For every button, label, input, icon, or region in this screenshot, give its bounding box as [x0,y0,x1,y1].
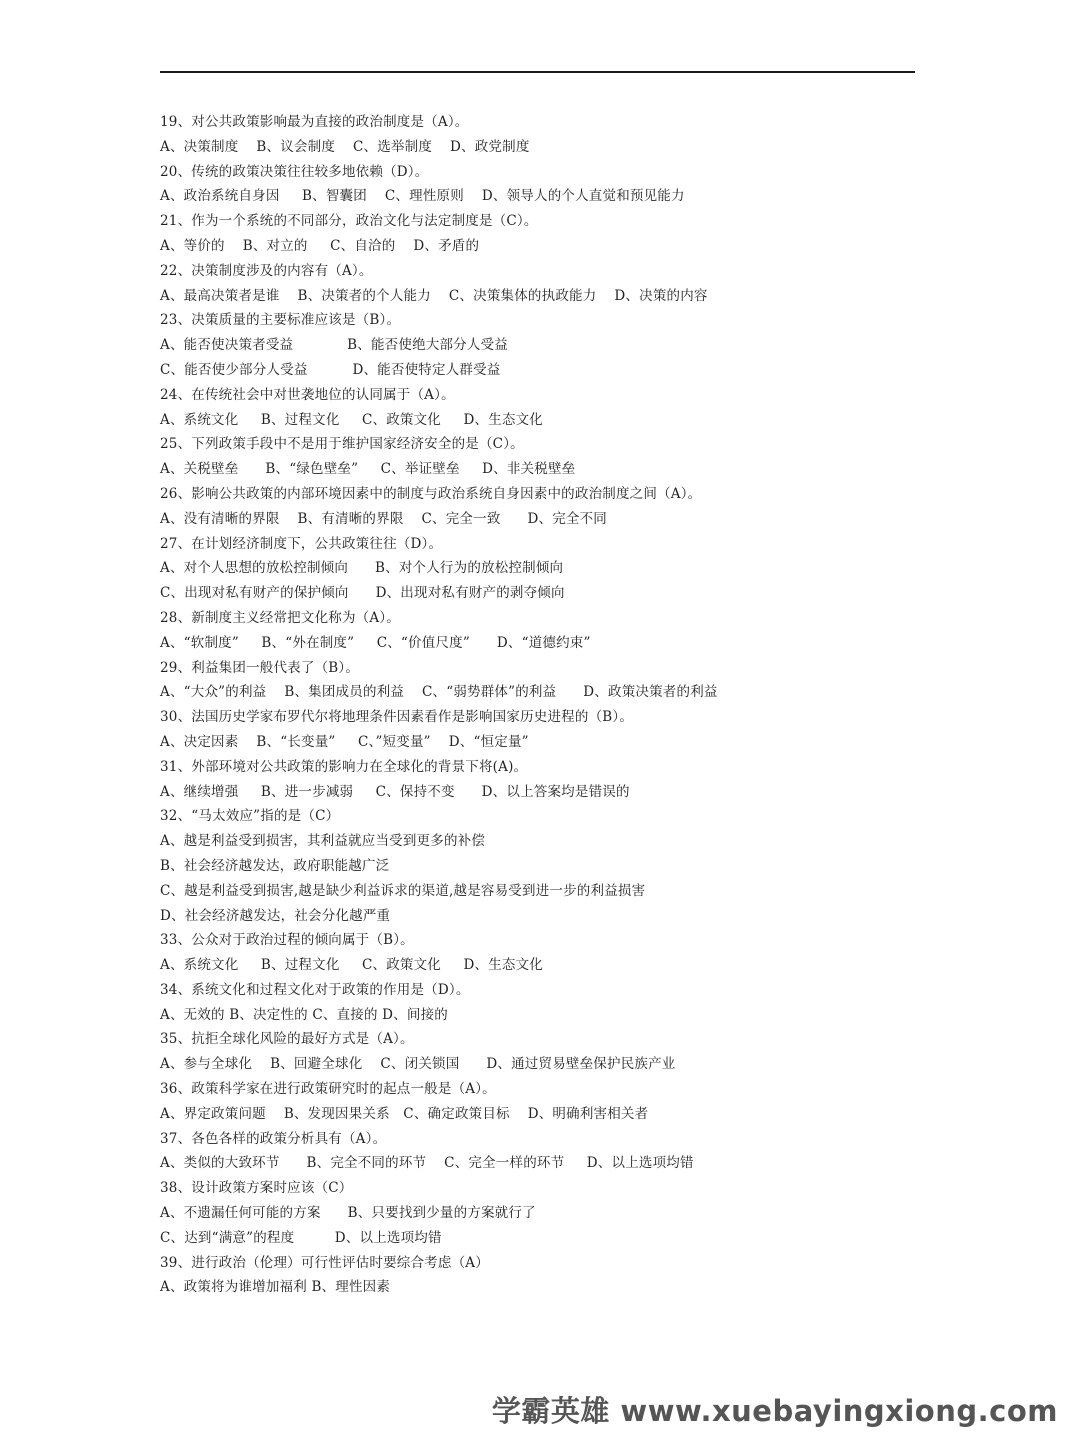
text-line: C、达到“满意”的程度 D、以上选项均错 [160,1229,442,1246]
text-line: A、类似的大致环节 B、完全不同的环节 C、完全一样的环节 D、以上选项均错 [160,1155,694,1172]
text-line: A、政治系统自身因 B、智囊团 C、理性原则 D、领导人的个人直觉和预见能力 [160,188,685,205]
text-line: A、“软制度” B、“外在制度” C、“价值尺度” D、“道德约束” [160,634,591,651]
text-line: 25、下列政策手段中不是用于维护国家经济安全的是（C）。 [160,436,524,453]
text-line: 28、新制度主义经常把文化称为（A）。 [160,609,400,626]
document-body [160,110,920,1300]
text-line: C、出现对私有财产的保护倾向 D、出现对私有财产的剥夺倾向 [160,585,565,602]
text-line: 35、抗拒全球化风险的最好方式是（A）。 [160,1031,414,1048]
text-line: A、越是利益受到损害，其利益就应当受到更多的补偿 [160,833,486,850]
text-line: 32、“马太效应”指的是（C） [160,808,340,825]
text-line: A、关税壁垒 B、“绿色壁垒” C、举证壁垒 D、非关税壁垒 [160,461,576,478]
site-watermark: 学霸英雄 www.xuebayingxiong.com [491,1394,1058,1428]
text-line: A、没有清晰的界限 B、有清晰的界限 C、完全一致 D、完全不同 [160,510,607,527]
text-line: A、界定政策问题 B、发现因果关系 C、确定政策目标 D、明确利害相关者 [160,1105,649,1122]
text-line: A、继续增强 B、进一步减弱 C、保持不变 D、以上答案均是错误的 [160,783,630,800]
text-line: 30、法国历史学家布罗代尔将地理条件因素看作是影响国家历史进程的（B）。 [160,709,634,726]
text-line: 38、设计政策方案时应该（C） [160,1180,353,1197]
text-line: 26、影响公共政策的内部环境因素中的制度与政治系统自身因素中的政治制度之间（A）。 [160,485,702,502]
text-line: 31、外部环境对公共政策的影响力在全球化的背景下将(A)。 [160,758,528,775]
text-line: A、系统文化 B、过程文化 C、政策文化 D、生态文化 [160,957,543,974]
text-line: 20、传统的政策决策往往较多地依赖（D）。 [160,163,429,180]
text-line: 37、各色各样的政策分析具有（A）。 [160,1130,387,1147]
text-line: 24、在传统社会中对世袭地位的认同属于（A）。 [160,386,455,403]
text-line: 22、决策制度涉及的内容有（A）。 [160,262,373,279]
text-line: 29、利益集团一般代表了（B）。 [160,659,360,676]
text-line: A、政策将为谁增加福利 B、理性因素 [160,1279,391,1296]
header-rule [160,71,915,73]
text-line: A、参与全球化 B、回避全球化 C、闭关锁国 D、通过贸易壁垒保护民族产业 [160,1056,676,1073]
text-line: 19、对公共政策影响最为直接的政治制度是（A）。 [160,114,469,130]
text-line: 23、决策质量的主要标准应该是（B）。 [160,312,401,329]
text-line: 33、公众对于政治过程的倾向属于（B）。 [160,932,414,949]
text-line: 21、作为一个系统的不同部分，政治文化与法定制度是（C）。 [160,213,538,230]
text-line: 34、系统文化和过程文化对于政策的作用是（D）。 [160,981,470,998]
text-line: 39、进行政治（伦理）可行性评估时要综合考虑（A） [160,1254,489,1271]
text-line: A、决策制度 B、议会制度 C、选举制度 D、政党制度 [160,138,530,155]
text-line: A、最高决策者是谁 B、决策者的个人能力 C、决策集体的执政能力 D、决策的内容 [160,287,708,304]
text-line: A、无效的 B、决定性的 C、直接的 D、间接的 [160,1006,448,1023]
text-line: A、系统文化 B、过程文化 C、政策文化 D、生态文化 [160,411,543,428]
text-line: A、“大众”的利益 B、集团成员的利益 C、“弱势群体”的利益 D、政策决策者的利益 [160,684,718,701]
text-line: A、能否使决策者受益 B、能否使绝大部分人受益 [160,337,508,354]
text-line: C、越是利益受到损害,越是缺少利益诉求的渠道,越是容易受到进一步的利益损害 [160,882,646,899]
text-line: A、不遗漏任何可能的方案 B、只要找到少量的方案就行了 [160,1205,536,1222]
text-line: 27、在计划经济制度下，公共政策往往（D）。 [160,535,443,552]
text-line: D、社会经济越发达，社会分化越严重 [160,907,391,924]
text-line: 36、政策科学家在进行政策研究时的起点一般是（A）。 [160,1081,496,1098]
text-line: C、能否使少部分人受益 D、能否使特定人群受益 [160,361,501,378]
text-line: A、对个人思想的放松控制倾向 B、对个人行为的放松控制倾向 [160,560,564,577]
text-line: B、社会经济越发达，政府职能越广泛 [160,857,390,874]
text-line: A、决定因素 B、“长变量” C、”短变量” D、“恒定量” [160,733,529,750]
text-line: A、等价的 B、对立的 C、自洽的 D、矛盾的 [160,237,480,254]
